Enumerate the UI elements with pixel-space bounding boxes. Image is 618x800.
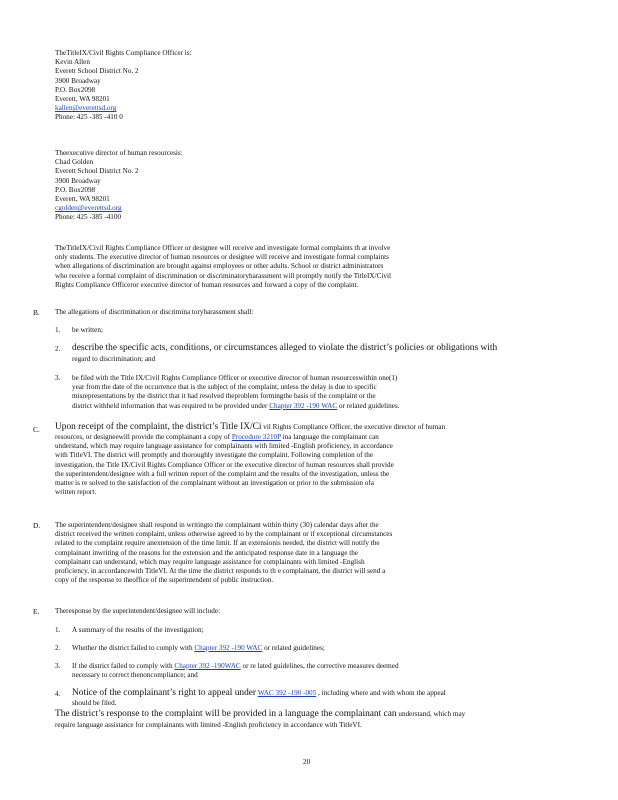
officer-heading: TheTitleIX/Civil Rights Compliance Officer is: bbox=[55, 49, 192, 57]
paragraph-line bbox=[55, 433, 595, 442]
list-item-text: necessary to correct thenoncompliance; and bbox=[72, 671, 198, 679]
officer-phone: Phone: 425 -385 -410 0 bbox=[55, 113, 123, 122]
director-heading: Theexecutive director of human resourcesis: bbox=[55, 149, 183, 157]
line-text: If the district failed to comply with bbox=[72, 662, 173, 670]
paragraph-line: year from the date of the occurrence that is the subject of the complaint, unless the delay is due to specific bbox=[72, 383, 377, 392]
line-text: or re lated guidelines, the corrective measures deemed bbox=[242, 662, 399, 670]
closing-line-2: require language assistance for complainants with limited -English proficiency in accordance with TitleVI. bbox=[55, 721, 362, 729]
list-number: 3. bbox=[55, 374, 61, 382]
closing-bold-text: The district’s response to the complaint will be provided in a language the complainant can bbox=[55, 709, 397, 719]
paragraph-line: written report. bbox=[55, 488, 97, 497]
list-item-line bbox=[72, 688, 446, 699]
paragraph-line: Rights Compliance Officeror executive director of human resources and forward a copy of the complaint. bbox=[55, 280, 359, 289]
paragraph-line bbox=[55, 422, 595, 433]
list-number: 1. bbox=[55, 326, 61, 334]
list-number: 2. bbox=[55, 345, 61, 353]
list-item-text: be written; bbox=[72, 326, 103, 334]
paragraph-line: related to the complaint require anextension of the time limit. If an extensionis needed, the district will notify the bbox=[55, 539, 380, 548]
officer-line: Everett, WA 98201 bbox=[55, 95, 110, 104]
chapter-link[interactable]: Chapter 392 -190WAC bbox=[174, 662, 241, 670]
section-marker: D. bbox=[33, 521, 41, 530]
paragraph-line: complainant can understand, which may require language assistance for complainants with limited -English bbox=[55, 557, 365, 566]
line-text: or related guidelines; bbox=[264, 644, 325, 652]
paragraph-line: TheTitleIX/Civil Rights Compliance Officer or designee will receive and investigate formal complaints th at involve bbox=[55, 244, 391, 252]
paragraph-line: only students. The executive director of human resources or designee will receive and investigate formal complaints bbox=[55, 253, 389, 262]
list-item-text: A summary of the results of the investigation; bbox=[72, 626, 204, 634]
section-marker: B. bbox=[33, 308, 40, 317]
list-item-text: should be filed. bbox=[72, 699, 117, 707]
procedure-link[interactable]: Procedure 3210P bbox=[231, 433, 281, 441]
paragraph-line bbox=[72, 402, 592, 411]
closing-line bbox=[55, 709, 465, 720]
director-line: P.O. Box2098 bbox=[55, 185, 96, 194]
director-contact-block bbox=[55, 149, 355, 223]
list-number: 1. bbox=[55, 626, 61, 634]
line-text: ina language the complainant can bbox=[282, 433, 379, 441]
chapter-link[interactable]: Chapter 392 -190 WAC bbox=[269, 401, 338, 410]
officer-line: 3900 Broadway bbox=[55, 76, 101, 85]
paragraph-line: who receive a formal complaint of discrimination or discriminatoryharassment will promptly notify the TitleIX/Civil bbox=[55, 271, 391, 280]
section-c-bold-text: Upon receipt of the complaint, the district’s Title IX/Ci bbox=[55, 422, 262, 432]
paragraph-line: district received the written complaint, unless otherwise agreed to by the complainant or if exceptional circumstances bbox=[55, 530, 393, 539]
paragraph-line: when allegations of discrimination are brought against employees or other adults. School or district administrators bbox=[55, 262, 384, 271]
officer-contact-block bbox=[55, 49, 355, 123]
paragraph-line: misrepresentations by the district that it had resolved theproblem formingthe basis of the complaint or the bbox=[72, 392, 376, 401]
director-line: Chad Golden bbox=[55, 158, 94, 167]
list-item-line bbox=[72, 662, 399, 671]
paragraph-line: be filed with the Title IX/Civil Rights Compliance Officer or executive director of human resourceswithin one(1) bbox=[72, 374, 398, 382]
list-number: 4. bbox=[55, 690, 61, 698]
director-line: Everett, WA 98201 bbox=[55, 195, 110, 204]
chapter-link[interactable]: Chapter 392 -190 WAC bbox=[194, 644, 263, 652]
line-text: understand, which may bbox=[398, 710, 466, 718]
list-item-paragraph bbox=[72, 374, 592, 411]
section-d-paragraph bbox=[55, 521, 595, 585]
section-b-text: The allegations of discrimination or discrimina toryharassment shall: bbox=[55, 308, 254, 316]
list-item-text: regard to discrimination; and bbox=[72, 355, 156, 363]
list-number: 3. bbox=[55, 662, 61, 670]
page-number: 20 bbox=[303, 758, 311, 766]
paragraph-line: complainant inwriting of the reasons for the extension and the anticipated response date in a language the bbox=[55, 548, 358, 557]
paragraph-line: copy of the response to theoffice of the superintendent of public instruction. bbox=[55, 576, 274, 585]
officer-line: Kevin Allen bbox=[55, 58, 90, 67]
section-c-paragraph bbox=[55, 422, 595, 497]
wac-link[interactable]: WAC 392 -190 -005 bbox=[257, 689, 317, 697]
line-text: district withheld information that was required to be provided under bbox=[72, 401, 268, 410]
list-number: 2. bbox=[55, 644, 61, 652]
director-line: Everett School District No. 2 bbox=[55, 167, 139, 176]
line-text: or related guidelines. bbox=[338, 401, 400, 410]
section-marker: E. bbox=[33, 607, 40, 616]
section-marker: C. bbox=[33, 425, 40, 434]
officer-line: P.O. Box2098 bbox=[55, 85, 96, 94]
officer-email-link[interactable]: kallen@everettsd.org bbox=[55, 104, 117, 113]
paragraph-line: The superintendent/designee shall respond in writingto the complainant within thirty (30) calendar days after the bbox=[55, 521, 379, 529]
director-email-link[interactable]: cgolden@everettsd.org bbox=[55, 204, 122, 213]
line-text: vil Rights Compliance Officer, the executive director of human bbox=[263, 423, 446, 431]
paragraph-line: the superintendent/designee with a full written report of the complaint and the results of the investigation, unless the bbox=[55, 469, 390, 478]
line-text: Whether the district failed to comply with bbox=[72, 644, 193, 652]
list-item-line bbox=[72, 644, 325, 653]
director-phone: Phone: 425 -385 -4100 bbox=[55, 213, 122, 222]
paragraph-line: investigation, the Title IX/Civil Rights Compliance Officer or the executive director of human resources shall provide bbox=[55, 460, 394, 469]
paragraph-line: proficiency, in accordancewith TitleVI. At the time the district responds to th e complainant, the district will send a bbox=[55, 567, 386, 576]
list-item-bold-text: describe the specific acts, conditions, or circumstances alleged to violate the district’s policies or obligations with bbox=[72, 343, 498, 353]
officer-line: Everett School District No. 2 bbox=[55, 67, 139, 76]
section-e-text: Theresponse by the superintendent/designee will include: bbox=[55, 607, 221, 615]
line-text: , including where and with whom the appeal bbox=[318, 689, 446, 697]
intro-paragraph bbox=[55, 244, 585, 290]
list-item-bold-text: Notice of the complainant’s right to appeal under bbox=[72, 688, 257, 698]
director-line: 3900 Broadway bbox=[55, 176, 101, 185]
paragraph-line: matter is re solved to the satisfaction of the complainant without an investigation or prior to the submission ofa bbox=[55, 479, 374, 488]
paragraph-line: with TitleVI. The district will promptly and thoroughly investigate the complaint. Following completion of the bbox=[55, 451, 374, 460]
paragraph-line: understand, which may require language assistance for complainants with limited -English proficiency, in accordance bbox=[55, 442, 393, 451]
line-text: resources, or designeewill provide the complainant a copy of bbox=[55, 433, 231, 441]
